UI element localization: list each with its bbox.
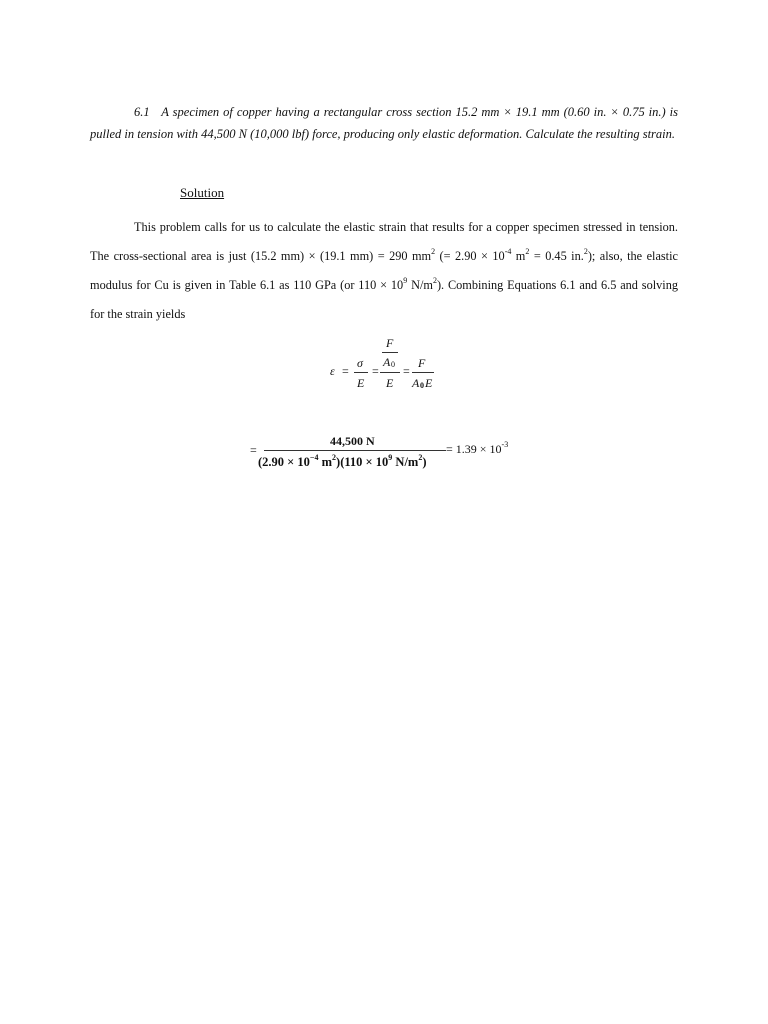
- subscript-zero: 0: [420, 381, 424, 390]
- problem-number: 6.1: [134, 105, 150, 119]
- equals-sign: =: [342, 364, 349, 378]
- modulus-E: E: [386, 376, 394, 390]
- equals-sign: =: [372, 364, 379, 378]
- area-A: A: [412, 376, 420, 390]
- sigma-symbol: σ: [357, 356, 363, 370]
- equals-sign: =: [250, 443, 257, 457]
- modulus-E: E: [425, 376, 433, 390]
- fraction-bar: [264, 450, 446, 451]
- epsilon-symbol: ε: [330, 364, 335, 378]
- fraction-bar: [412, 372, 434, 373]
- fraction-bar: [354, 372, 368, 373]
- numerator: 44,500 N: [330, 434, 375, 448]
- problem-text: A specimen of copper having a rectangular cross section 15.2 mm × 19.1 mm (0.60 in. × 0.75 in.) is pulled in tension with 44,500 N (10,000 lbf) force, producing only elastic deformation. Calculate the resulting strain.: [90, 105, 678, 141]
- fraction-bar: [380, 372, 400, 373]
- force-F: F: [418, 356, 426, 370]
- force-F: F: [386, 336, 394, 350]
- strain-equation: [330, 334, 450, 398]
- subscript-zero: 0: [391, 360, 395, 369]
- strain-calculation: [248, 430, 528, 480]
- equals-sign: =: [403, 364, 410, 378]
- denominator: ($2.90 \times 10^{-4}$ $m^2)(110 \times 10^9$ $N/m^2$): [258, 453, 427, 469]
- modulus-E: E: [357, 376, 365, 390]
- fraction-bar: [382, 352, 398, 353]
- area-A: A: [383, 355, 391, 369]
- solution-paragraph: This problem calls for us to calculate the elastic strain that results for a copper specimen stressed in tension. The cross-sectional area is just (15.2 mm) × (19.1 mm) = 290 $mm^2$ (= $2.90 \times 10^{-4}$ $m^2 = 0.45$ in.$^2$); also, the elastic modulus for Cu is given in Table 6.1 as 110 GPa (or $110 \times 10^9$ $N/m^2$). Combining Equations 6.1 and 6.5 and solving for the strain yields: [90, 220, 679, 321]
- solution-heading: Solution: [180, 185, 225, 200]
- problem-statement: [90, 101, 678, 145]
- result: = $1.39 \times 10^{-3}$: [446, 440, 509, 456]
